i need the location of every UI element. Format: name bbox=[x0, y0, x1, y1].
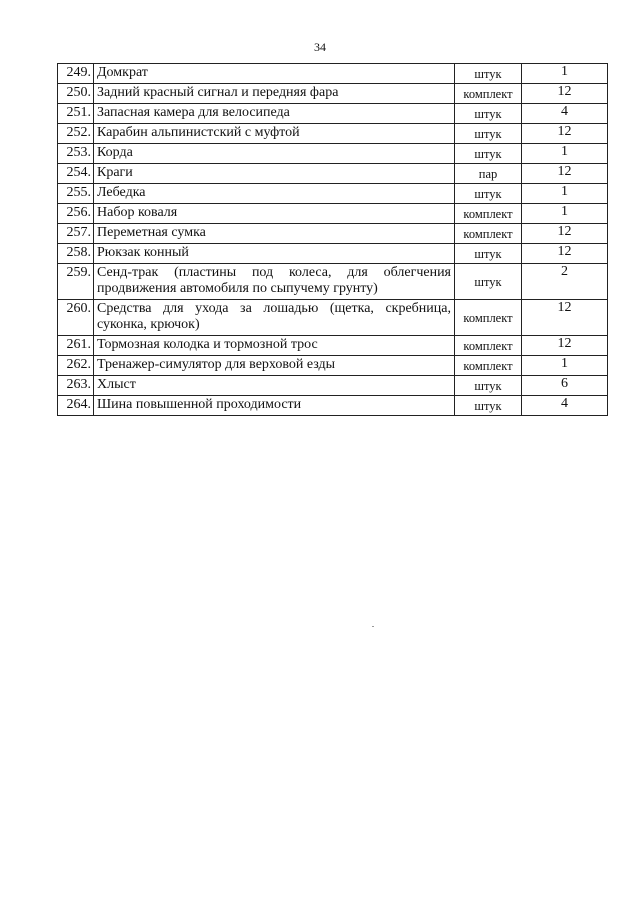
item-name: Краги bbox=[94, 164, 455, 184]
item-name: Лебедка bbox=[94, 184, 455, 204]
row-number: 252. bbox=[58, 124, 94, 144]
item-unit: штук bbox=[455, 144, 522, 164]
item-quantity: 1 bbox=[522, 356, 608, 376]
item-quantity: 4 bbox=[522, 396, 608, 416]
table-row bbox=[58, 84, 608, 104]
row-number: 256. bbox=[58, 204, 94, 224]
item-quantity: 12 bbox=[522, 300, 608, 336]
table-row bbox=[58, 204, 608, 224]
table-row bbox=[58, 356, 608, 376]
item-name: Тренажер-симулятор для верховой езды bbox=[94, 356, 455, 376]
item-unit: штук bbox=[455, 376, 522, 396]
item-name: Запасная камера для велосипеда bbox=[94, 104, 455, 124]
item-unit: штук bbox=[455, 184, 522, 204]
table-row bbox=[58, 124, 608, 144]
page-number: 34 bbox=[314, 40, 326, 54]
item-name: Рюкзак конный bbox=[94, 244, 455, 264]
item-unit: штук bbox=[455, 124, 522, 144]
item-name: Шина повышенной проходимости bbox=[94, 396, 455, 416]
item-quantity: 1 bbox=[522, 204, 608, 224]
item-unit: пар bbox=[455, 164, 522, 184]
item-unit: комплект bbox=[455, 336, 522, 356]
item-unit: комплект bbox=[455, 300, 522, 336]
item-name: Задний красный сигнал и передняя фара bbox=[94, 84, 455, 104]
item-unit: штук bbox=[455, 264, 522, 300]
item-name: Хлыст bbox=[94, 376, 455, 396]
item-quantity: 2 bbox=[522, 264, 608, 300]
table-row bbox=[58, 396, 608, 416]
item-quantity: 12 bbox=[522, 336, 608, 356]
row-number: 255. bbox=[58, 184, 94, 204]
item-quantity: 4 bbox=[522, 104, 608, 124]
item-quantity: 12 bbox=[522, 224, 608, 244]
item-quantity: 1 bbox=[522, 144, 608, 164]
table-row bbox=[58, 144, 608, 164]
table-row bbox=[58, 224, 608, 244]
item-quantity: 12 bbox=[522, 164, 608, 184]
item-name: Средства для ухода за лошадью (щетка, скребница, суконка, крючок) bbox=[94, 300, 455, 336]
item-unit: штук bbox=[455, 104, 522, 124]
item-quantity: 12 bbox=[522, 124, 608, 144]
item-unit: штук bbox=[455, 244, 522, 264]
row-number: 257. bbox=[58, 224, 94, 244]
row-number: 260. bbox=[58, 300, 94, 336]
item-unit: комплект bbox=[455, 224, 522, 244]
table-row bbox=[58, 336, 608, 356]
item-unit: штук bbox=[455, 396, 522, 416]
row-number: 262. bbox=[58, 356, 94, 376]
equipment-table bbox=[57, 63, 608, 416]
row-number: 253. bbox=[58, 144, 94, 164]
row-number: 258. bbox=[58, 244, 94, 264]
item-quantity: 12 bbox=[522, 84, 608, 104]
row-number: 251. bbox=[58, 104, 94, 124]
item-unit: комплект bbox=[455, 84, 522, 104]
item-name: Сенд-трак (пластины под колеса, для облегчения продвижения автомобиля по сыпучему грунту) bbox=[94, 264, 455, 300]
row-number: 254. bbox=[58, 164, 94, 184]
item-name: Набор коваля bbox=[94, 204, 455, 224]
row-number: 261. bbox=[58, 336, 94, 356]
item-name: Тормозная колодка и тормозной трос bbox=[94, 336, 455, 356]
item-name: Корда bbox=[94, 144, 455, 164]
table-row bbox=[58, 300, 608, 336]
table-row bbox=[58, 376, 608, 396]
item-unit: комплект bbox=[455, 356, 522, 376]
row-number: 249. bbox=[58, 64, 94, 84]
item-unit: штук bbox=[455, 64, 522, 84]
item-unit: комплект bbox=[455, 204, 522, 224]
row-number: 264. bbox=[58, 396, 94, 416]
table-row bbox=[58, 64, 608, 84]
scan-speck bbox=[372, 626, 374, 627]
table-row bbox=[58, 244, 608, 264]
table-row bbox=[58, 184, 608, 204]
row-number: 263. bbox=[58, 376, 94, 396]
item-quantity: 1 bbox=[522, 184, 608, 204]
item-quantity: 12 bbox=[522, 244, 608, 264]
table-row bbox=[58, 264, 608, 300]
item-name: Домкрат bbox=[94, 64, 455, 84]
item-quantity: 1 bbox=[522, 64, 608, 84]
item-quantity: 6 bbox=[522, 376, 608, 396]
table-row bbox=[58, 104, 608, 124]
row-number: 259. bbox=[58, 264, 94, 300]
item-name: Переметная сумка bbox=[94, 224, 455, 244]
table-row bbox=[58, 164, 608, 184]
row-number: 250. bbox=[58, 84, 94, 104]
item-name: Карабин альпинистский с муфтой bbox=[94, 124, 455, 144]
